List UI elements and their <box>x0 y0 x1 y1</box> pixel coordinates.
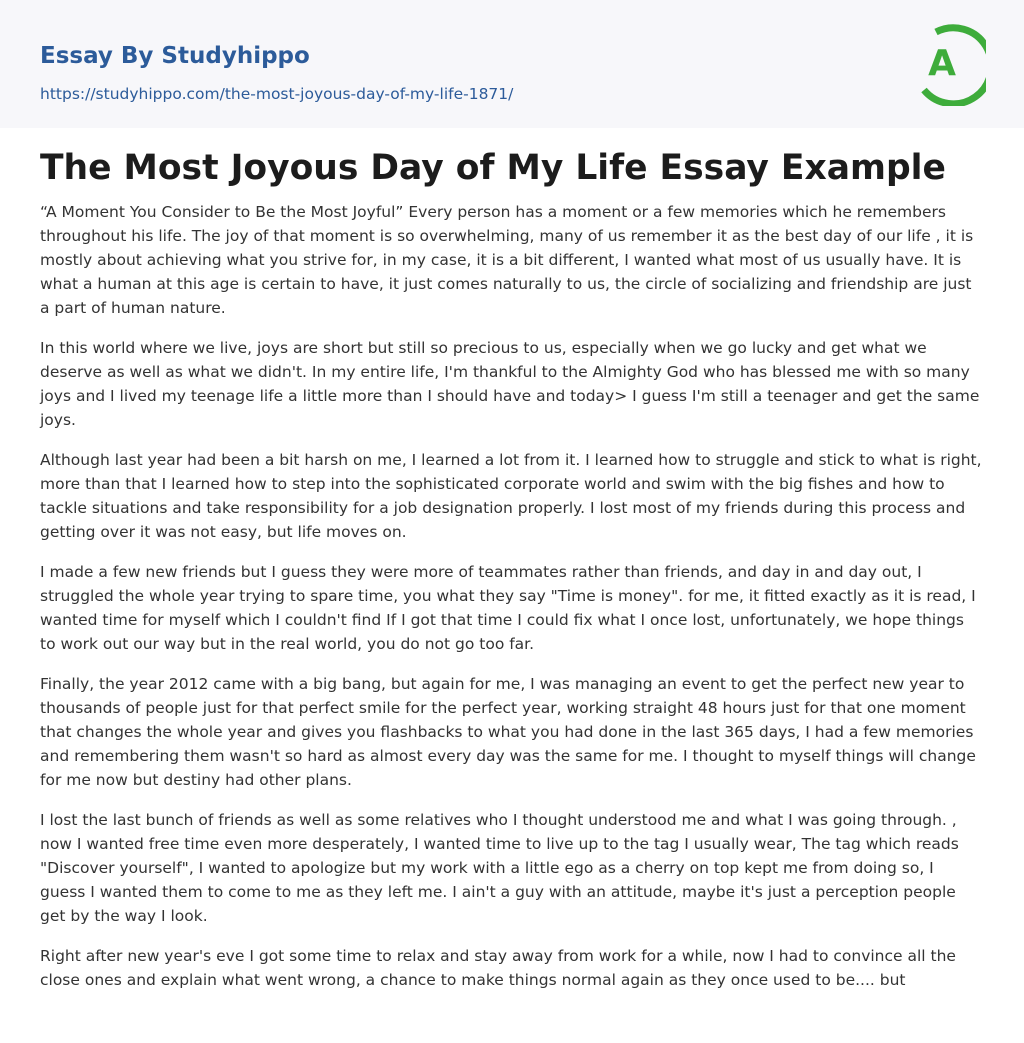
site-brand[interactable]: Essay By Studyhippo <box>40 43 310 69</box>
studyhippo-logo[interactable] <box>914 18 986 106</box>
logo-letter: A <box>928 43 956 84</box>
article-title: The Most Joyous Day of My Life Essay Example <box>40 148 946 188</box>
article-paragraph: In this world where we live, joys are short but still so precious to us, especially when we go lucky and get what we deserve as well as what we didn't. In my entire life, I'm thankful to the Almighty God who has blessed me with so many joys and I lived my teenage life a little more than I should have and today> I guess I'm still a teenager and get the same joys. <box>40 339 980 429</box>
article-paragraph: I lost the last bunch of friends as well as some relatives who I thought understood me and what I was going through. , now I wanted free time even more desperately, I wanted time to live up to the tag I usually wear, The tag which reads "Discover yourself", I wanted to apologize but my work with a little ego as a cherry on top kept me from doing so, I guess I wanted them to come to me as they left me. I ain't a guy with an attitude, maybe it's just a perception people get by the way I look. <box>40 811 959 925</box>
article-paragraph: Right after new year's eve I got some time to relax and stay away from work for a while, now I had to convince all the close ones and explain what went wrong, a chance to make things normal again as they once used to be.... but <box>40 947 956 989</box>
article-paragraph: Although last year had been a bit harsh on me, I learned a lot from it. I learned how to struggle and stick to what is right, more than that I learned how to step into the sophisticated corporate world and swim with the big fishes and how to tackle situations and take responsibility for a job designation properly. I lost most of my friends during this process and getting over it was not easy, but life moves on. <box>40 451 982 541</box>
article-paragraph: Finally, the year 2012 came with a big bang, but again for me, I was managing an event to get the perfect new year to thousands of people just for that perfect smile for the perfect year, working straight 48 hours just for that one moment that changes the whole year and gives you flashbacks to what you had done in the last 365 days, I had a few memories and remembering them wasn't so hard as almost every day was the same for me. I thought to myself things will change for me now but destiny had other plans. <box>40 675 976 789</box>
logo-ring-icon <box>914 18 986 106</box>
article-paragraph: “A Moment You Consider to Be the Most Joyful” Every person has a moment or a few memories which he remembers throughout his life. The joy of that moment is so overwhelming, many of us remember it as the best day of our life , it is mostly about achieving what you strive for, in my case, it is a bit different, I wanted what most of us usually have. It is what a human at this age is certain to have, it just comes naturally to us, the circle of socializing and friendship are just a part of human nature. <box>40 203 974 317</box>
source-url-link[interactable]: https://studyhippo.com/the-most-joyous-day-of-my-life-1871/ <box>40 85 514 103</box>
article-paragraph: I made a few new friends but I guess they were more of teammates rather than friends, and day in and day out, I struggled the whole year trying to spare time, you what they say "Time is money". for me, it fitted exactly as it is read, I wanted time for myself which I couldn't find If I got that time I could fix what I once lost, unfortunately, we hope things to work out our way but in the real world, you do not go too far. <box>40 563 976 653</box>
article <box>0 146 1024 992</box>
site-header <box>0 0 1024 128</box>
